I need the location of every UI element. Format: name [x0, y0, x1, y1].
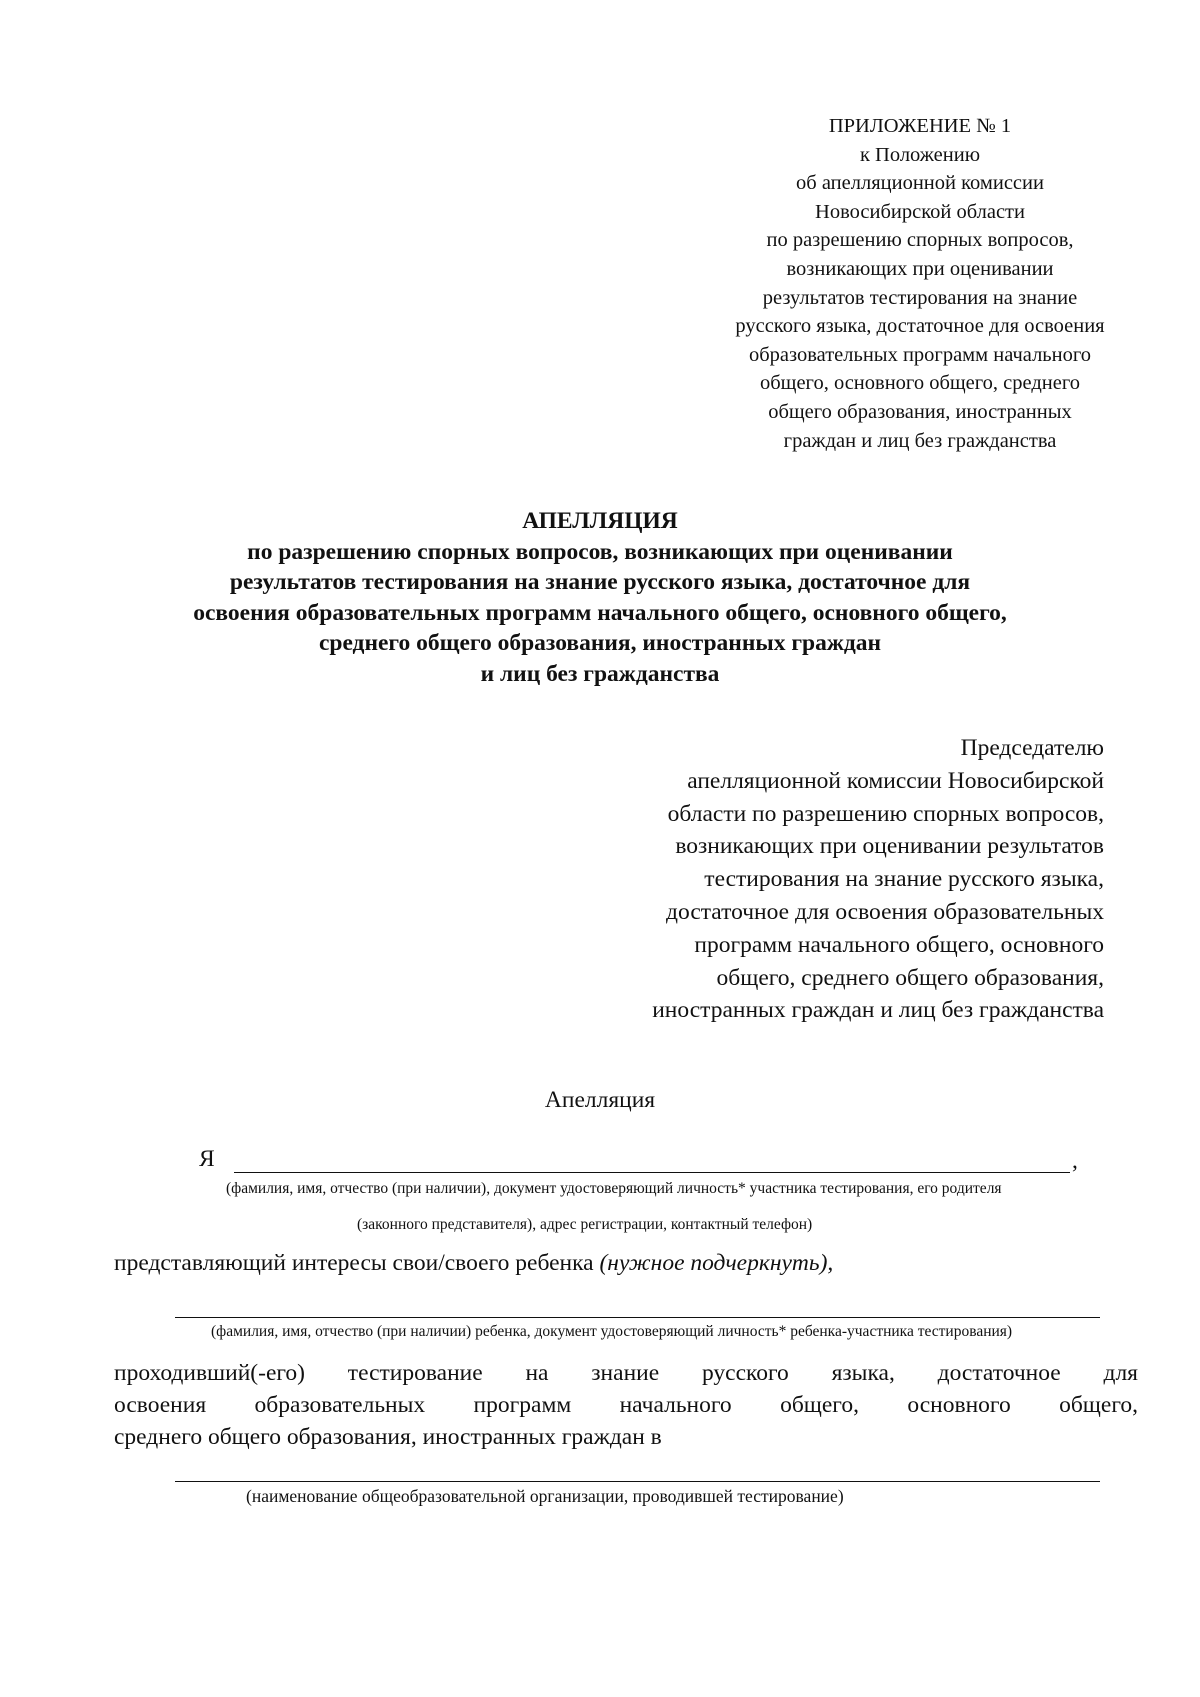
representing-text: представляющий интересы свои/своего ребенка: [114, 1250, 594, 1276]
applicant-caption-2: (законного представителя), адрес регистрации, контактный телефон): [357, 1216, 813, 1233]
title-heading: АПЕЛЛЯЦИЯ: [522, 508, 678, 534]
addressee-line: области по разрешению спорных вопросов,: [667, 800, 1104, 827]
addressee-block: [464, 732, 1104, 1027]
title-line: и лиц без гражданства: [480, 660, 720, 687]
passed-line: среднего общего образования, иностранных граждан в: [114, 1424, 662, 1450]
addressee-line: общего, среднего общего образования,: [716, 964, 1104, 991]
organization-fill-line[interactable]: [175, 1481, 1100, 1482]
annex-line: результатов тестирования на знание: [762, 286, 1078, 309]
representing-note: (нужное подчеркнуть),: [599, 1250, 834, 1276]
ya-label: Я: [199, 1146, 215, 1172]
annex-line: возникающих при оценивании: [786, 257, 1054, 280]
passed-line: проходивший(-его) тестирование на знание русского языка, достаточное для: [114, 1360, 1138, 1386]
annex-line: общего, основного общего, среднего: [759, 372, 1080, 395]
annex-header: [690, 112, 1150, 455]
addressee-line: иностранных граждан и лиц без гражданства: [652, 997, 1104, 1024]
title-line: среднего общего образования, иностранных граждан: [318, 630, 882, 656]
addressee-line: программ начального общего, основного: [694, 931, 1104, 958]
annex-line: об апелляционной комиссии: [796, 172, 1044, 195]
form-subtitle: Апелляция: [544, 1087, 656, 1113]
title-line: по разрешению спорных вопросов, возникающих при оценивании: [247, 538, 953, 565]
annex-line: граждан и лиц без гражданства: [783, 429, 1057, 452]
addressee-line: Председателю: [960, 735, 1104, 761]
addressee-line: достаточное для освоения образовательных: [666, 898, 1104, 925]
applicant-fill-line[interactable]: [234, 1172, 1070, 1173]
annex-line: Новосибирской области: [815, 200, 1025, 223]
passed-line: освоения образовательных программ начального общего, основного общего,: [114, 1392, 1138, 1418]
child-caption: (фамилия, имя, отчество (при наличии) ребенка, документ удостоверяющий личность* ребенка-участника тестирования): [211, 1323, 1013, 1340]
annex-line: образовательных программ начального: [748, 343, 1092, 366]
organization-caption: (наименование общеобразовательной организации, проводившей тестирование): [246, 1486, 844, 1506]
child-fill-line[interactable]: [175, 1317, 1100, 1318]
applicant-caption-1: (фамилия, имя, отчество (при наличии), документ удостоверяющий личность* участника тестирования, его родителя: [226, 1180, 1002, 1197]
annex-line: по разрешению спорных вопросов,: [766, 229, 1074, 252]
addressee-line: тестирования на знание русского языка,: [704, 866, 1104, 893]
addressee-line: апелляционной комиссии Новосибирской: [687, 767, 1104, 794]
annex-line: русского языка, достаточное для освоения: [735, 315, 1105, 338]
title-line: освоения образовательных программ начального общего, основного общего,: [193, 599, 1007, 626]
title-line: результатов тестирования на знание русского языка, достаточное для: [229, 569, 971, 595]
annex-line: к Положению: [859, 143, 981, 166]
document-title: [100, 506, 1100, 689]
addressee-line: возникающих при оценивании результатов: [675, 833, 1104, 860]
passed-paragraph: [114, 1357, 1138, 1453]
applicant-comma: ,: [1072, 1148, 1078, 1174]
annex-line: ПРИЛОЖЕНИЕ № 1: [828, 115, 1012, 137]
annex-line: общего образования, иностранных: [768, 400, 1072, 423]
representing-line: [114, 1250, 833, 1277]
